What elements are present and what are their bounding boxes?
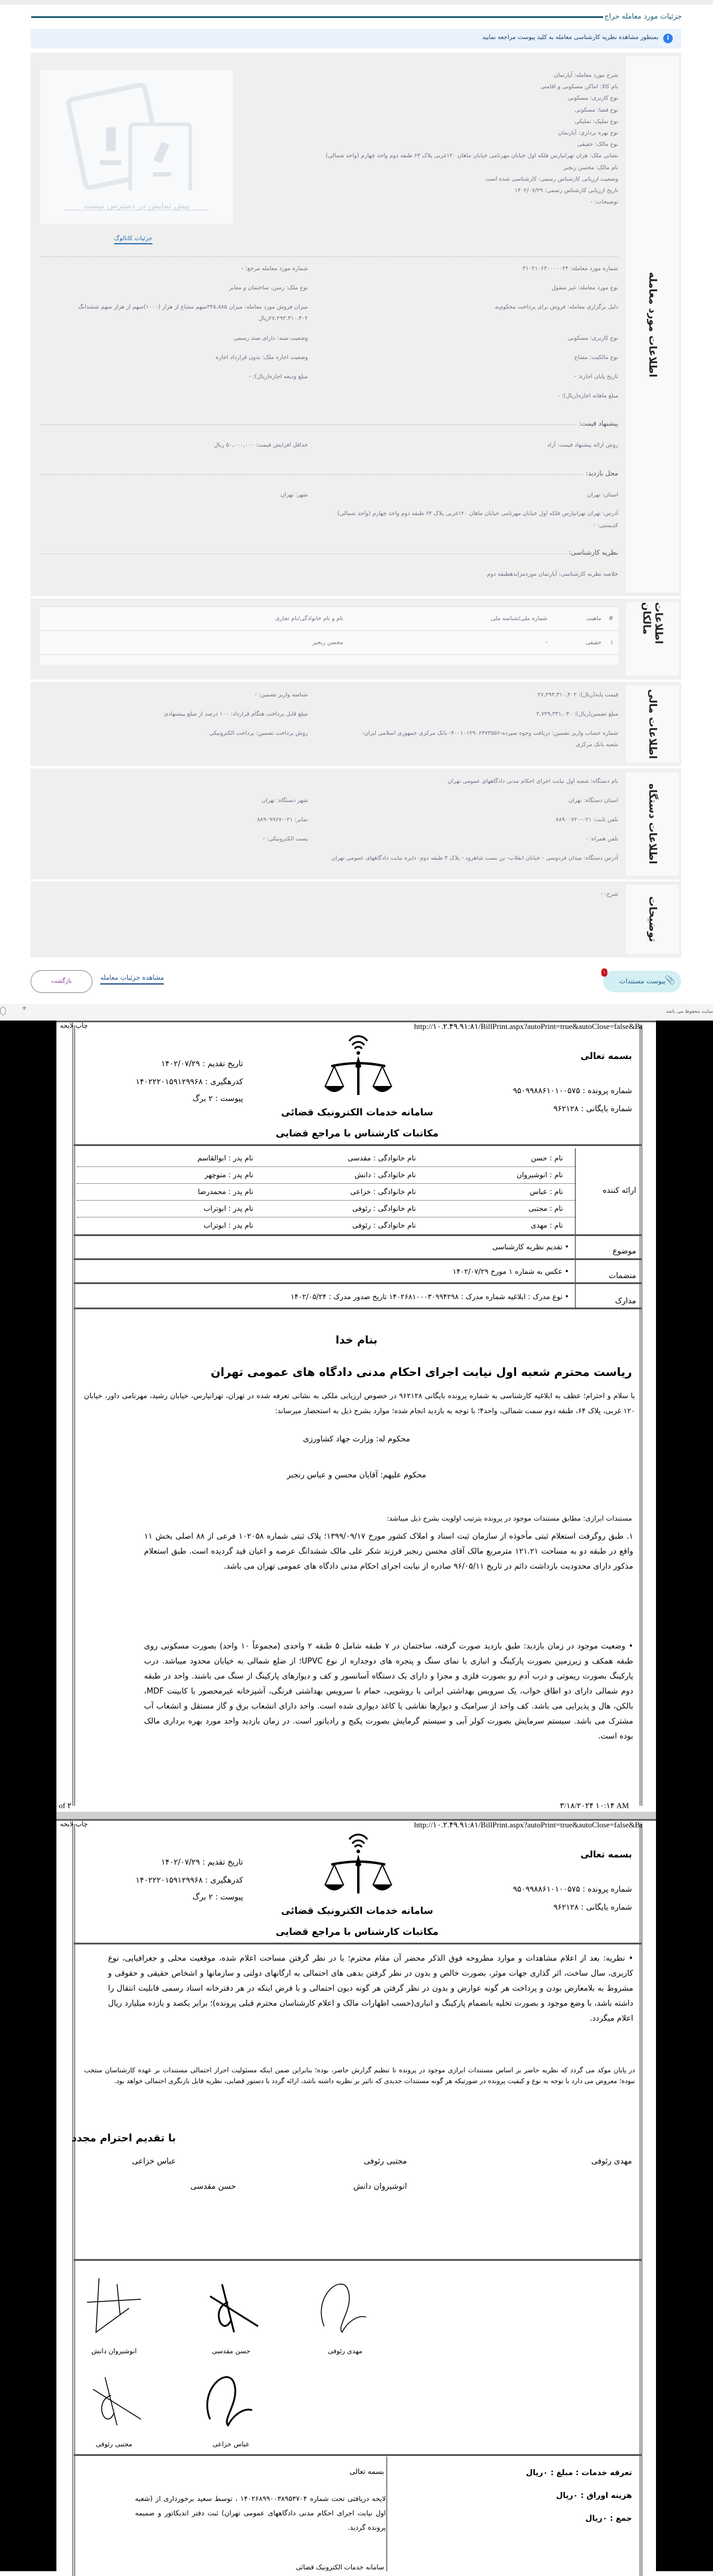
signer-name: مهدی رئوفی	[591, 2157, 632, 2166]
subject-label: موضوع	[612, 1247, 636, 1256]
device-mobile: تلفن همراه: -	[586, 836, 618, 842]
page-title: جزئیات مورد معامله حراج	[604, 12, 682, 20]
provider-family: نام خانوادگی : دانش	[354, 1171, 416, 1179]
signer-name: عباس خزاعی	[131, 2157, 176, 2166]
detail-field: شماره مورد معامله: ۳۱۰۲۱۰۶۳۰۰۰۰۰۴۴	[522, 265, 618, 272]
detail-field: میزان فروش مورد معامله: میزان ۳۴۵.۸۸۵سهم مشاع از هزار (۱۰۰۰)سهم از هزار سهم ششدانگ	[78, 304, 308, 310]
table-header	[40, 607, 618, 631]
detail-field: نوع کاربری: مسکونی	[567, 335, 618, 342]
summary-field: نوع کاربری: مسکونی	[567, 95, 618, 102]
attachment-count: پیوست : ۲ برگ	[192, 1893, 243, 1902]
column-divider	[575, 1148, 576, 1309]
detail-field: مبلغ ماهانه اجاره(ریال): -	[558, 393, 618, 399]
document-subtitle: مکاتبات کارشناس با مراجع قضایی	[275, 1127, 439, 1139]
signature-label: انوشیروان دانش	[91, 2347, 137, 2355]
summary-field: نوع بهره برداری: آپارتمان	[558, 130, 618, 136]
provider-label: ارائه کننده	[603, 1186, 636, 1195]
visit-heading: محل بازدید:	[583, 469, 618, 477]
summary-field: توضیحات: -	[590, 199, 618, 206]
system-title: سامانه خدمات الکترونیک قضائی	[281, 1106, 433, 1118]
auction-gavel-icon	[40, 70, 233, 190]
device-email: پست الکترونیکی: -	[262, 836, 308, 842]
disclaimer: در پایان موکد می گردد که نظریه حاضر بر اساس مستندات ابرازی موجود در پرونده تا تنظیم گزارش حاضر، بوده؛ بنابراین ضمن اینکه مسئولیت احراز احتمالی مستندات بر عهده کارشناسان منتخب نبوده؛ معروض می دارد با توجه به نوع و کیفیت پرونده در صورتیکه هر گونه مستندات جدیدی که تاثیر بر نظریه داشته باشد، ارائه گردد با دستور قضایی، نظریه قابل بازنگری احتمالی خواهد بود.	[84, 2066, 635, 2085]
col-index: #	[606, 607, 618, 631]
summary-field: نوع تملیک: تملیکی	[574, 118, 618, 125]
col-national-id: شماره ملی/شناسه ملی	[348, 607, 552, 631]
document-subtitle: مکاتبات کارشناس با مراجع قضایی	[275, 1926, 439, 1937]
separator	[40, 256, 618, 257]
fee-line: تعرفه خدمات : مبلغ : ۰ریال	[526, 2469, 632, 2478]
detail-field: نوع مورد معامله: غیر منقول	[552, 285, 618, 291]
separator	[40, 474, 618, 475]
guarantee-account: شماره حساب واریز تضمین: دریافت وجوه سپرده-۴۰۰۱۰۱۲۹۰۶۳۷۳۵۵۶- بانک مرکزی جمهوری اسلامی ایران-	[362, 730, 618, 737]
guarantee-amount: مبلغ تضمین(ریال): ۲,۷۲۹,۳۳۱,۰۴۰	[536, 711, 618, 717]
back-button[interactable]: بازگشت	[31, 970, 92, 993]
section-title: اطلاعات مالکان	[640, 602, 664, 644]
dotted-divider	[77, 1166, 575, 1167]
device-phone: تلفن ثابت: ۰۲۱-۸۸۹۰۰۷۲۰	[555, 816, 618, 823]
signature-abbas-khazaei	[198, 2365, 264, 2434]
info-icon: i	[663, 34, 673, 43]
archive-number: شماره بایگانی : ۹۶۲۱۲۸	[553, 1903, 632, 1912]
status-item: • وضعیت موجود در زمان بازدید: طبق بازدید صورت گرفته، ساختمان در ۷ طبقه شامل ۵ طبقه ۲ واحدی (مجموعاً ۱۰ واحد) بصورت مسکونی روی طبقه همکف و زیرزمین بصورت پارکینگ و انباری با نمای سنگ و پنجره های دوجداره از نوع UPVC؛ از ضلع شمالی به خیابان محدود میباشد. درب پارکینگ بصورت ریموتی و درب آدم رو بصورت فلزی و مجزا و دارای یک دستگاه آسانسور و کف و دیوارهای پارکینگ از سنگ می باشند. واحد در طبقه دوم شمالی دارای دو اطاق خواب، یک سرویس بهداشتی ایرانی با روشویی، حمام با سرویس بهداشتی فرنگی، آشپزخانه غیرمحصور با کابینت MDF، بالکن، هال و پذیرایی می باشد. کف واحد از سرامیک و دیوارها نقاشی یا کاغذ دیواری شده است. واحد دارای انشعاب برق و گاز مستقل و انشعاب آب مشترک می باشد. سیستم سرمایش بصورت کولر آبی و سیستم گرمایش بصورت پکیج و رادیاتور است. در زمان بازدید واحد مورد بهره برداری مالک بوده است.	[144, 1642, 634, 1741]
provider-father: نام پدر : ابوتراب	[203, 1221, 253, 1229]
province: استان: تهران	[587, 492, 618, 498]
guarantee-account-branch: شعبه بانک مرکزی	[576, 741, 618, 748]
summary-field: وضعیت ارزیابی کارشناس رسمی: کارشناسی شده است	[485, 175, 618, 182]
provider-name: نام : مجتبی	[528, 1204, 563, 1213]
signer-name: حسن مقدسی	[190, 2182, 236, 2191]
summary-field: نام کالا: اماکن مسکونی و اقامتی	[540, 83, 618, 91]
col-name: نام و نام خانوادگی/نام تجاری	[40, 607, 348, 631]
device-province: استان دستگاه: تهران	[568, 797, 618, 804]
god-heading: بنام خدا	[335, 1334, 378, 1347]
document-url: http://۱۰.۲.۴۹.۹۱:۸۱/BillPrint.aspx?autoPrint=true&autoClose=false&Bi	[414, 1022, 643, 1031]
attachments-count-badge: ۱	[601, 968, 607, 977]
page-border	[640, 1025, 642, 1806]
attachments-label: منضمات	[609, 1271, 636, 1280]
signer-name: مجتبی رئوفی	[364, 2157, 407, 2166]
price-min-increase: حداقل افزایش قیمت: ۵۰,۰۰۰,۰۰۰ ریال	[214, 442, 308, 448]
alert-text: بمنظور مشاهده نظریه کارشناسی معامله به کلید پیوست مراجعه نمایید	[482, 34, 658, 41]
cell-index: ۱	[606, 631, 618, 655]
cell-national-id: -	[348, 631, 552, 655]
print-label: چاپ لایحه	[60, 1820, 88, 1828]
device-address: آدرس دستگاه: میدان فردوسی - خیابان انقلاب- بن بست شاهرود - پلاک ۴ طبقه دوم- دایره نیابت دادگاههای عمومی تهران	[331, 855, 618, 861]
documents-label: مدارک	[615, 1297, 636, 1306]
base-price: قیمت پایه(ریال): ۲۷,۲۹۳,۳۱۰,۴۰۲	[537, 692, 618, 698]
section-description	[31, 881, 681, 958]
page-border	[640, 1824, 642, 2576]
tracking-code: کدرهگیری : ۱۴۰۲۲۲۰۱۵۹۱۲۹۹۶۸	[136, 1876, 243, 1885]
description-text: شرح: -	[601, 891, 618, 897]
cell-type: حقیقی	[552, 631, 606, 655]
provider-father: نام پدر : محمدرضا	[197, 1187, 253, 1196]
divider	[74, 1308, 642, 1309]
provider-family: نام خانوادگی : رئوفی	[352, 1204, 416, 1213]
attachments-button[interactable]	[603, 971, 681, 992]
registry-item: ۱. طبق روگرفت استعلام ثبتی مأخوذه از سازمان ثبت اسناد و املاک کشور مورخ ۱۳۹۹/۰۹/۱۷؛ پلاک ثبتی شماره ۱۰۲۰۵۸ فرعی از ۸۸ اصلی بخش ۱۱ واقع در طبقه دو به مساحت ۱۲۱.۲۱ مترمربع مالک آقای محسن رنجبر فرزند شکر علی مالک ششدانگ عرصه و اعیان قید گردیده است. طبق استعلام مذکور دارای محدودیت بازداشت دائم در تاریخ ۹۶/۰۵/۱۱ صادره از نیابت اجرای احکام مدنی دادگاه های عمومی تهران می باشد.	[144, 1532, 633, 1571]
signature-label: حسن مقدسی	[211, 2347, 251, 2355]
preview-unavailable: پیش نمایش در دسترس نیست	[83, 201, 190, 211]
receipt-footer: سامانه خدمات الکترونیک قضائی	[295, 2563, 384, 2571]
plaintiff: محکوم له: وزارت جهاد کشاورزی	[302, 1435, 411, 1444]
dotted-divider	[77, 1200, 575, 1201]
provider-father: نام پدر : ابوتراب	[203, 1204, 253, 1213]
section-device	[31, 768, 681, 879]
paperclip-icon: 📎	[664, 976, 675, 985]
title-underline	[31, 16, 603, 18]
detail-field: وضعیت سند: دارای سند رسمی	[233, 335, 308, 342]
attachments-value: • عکس به شماره ۱ مورخ ۱۴۰۲/۰۷/۲۹	[453, 1267, 569, 1276]
section-tab	[626, 686, 679, 762]
signature-hasan-moghaddasi	[198, 2272, 264, 2341]
divider	[74, 1258, 642, 1260]
top-strip	[0, 0, 713, 5]
section-title: اطلاعات مورد معامله	[646, 271, 658, 378]
bismillah: بسمه تعالی	[580, 1051, 632, 1061]
divider	[74, 1144, 642, 1146]
page-break	[56, 1812, 656, 1819]
attachment-count: پیوست : ۲ برگ	[192, 1094, 243, 1103]
fee-line: هزینه اوراق : ۰ریال	[556, 2491, 632, 2500]
detail-field: وضعیت اجاره ملک: بدون قرارداد اجاره	[215, 354, 308, 361]
scales-of-justice-icon	[322, 1029, 394, 1102]
col-type: ماهیت	[552, 607, 606, 631]
divider	[74, 1282, 642, 1284]
provider-family: نام خانوادگی : رئوفی	[352, 1221, 416, 1229]
separator	[40, 424, 618, 425]
section-tab	[626, 772, 679, 876]
guarantee-payment-method: روش پرداخت تضمین: پرداخت الکترونیکی	[209, 730, 308, 737]
page-number: of ۲	[59, 1801, 72, 1810]
summary-field: نام مالک: محسن رنجبر	[563, 164, 618, 171]
section-title: اطلاعات مالی	[646, 689, 658, 759]
document-url: http://۱۰.۲.۴۹.۹۱:۸۱/BillPrint.aspx?autoPrint=true&autoClose=false&Bi	[414, 1820, 643, 1829]
section-tab	[626, 602, 679, 676]
detail-field: دلیل برگزاری معامله: فروش برای پرداخت محکوم‌به	[495, 304, 618, 310]
system-title: سامانه خدمات الکترونیک قضائی	[281, 1905, 433, 1916]
receipt-title: بسمه تعالی	[349, 2467, 384, 2476]
scan-background	[656, 1021, 713, 2571]
postal-code: کدپستی: -	[593, 522, 618, 529]
provider-father: نام پدر : ابوالقاسم	[197, 1154, 253, 1162]
device-city: شهر دستگاه: تهران	[262, 797, 308, 804]
scales-of-justice-icon	[322, 1827, 394, 1901]
file-number: شماره پرونده : ۹۵۰۹۹۸۸۶۱۰۱۰۰۵۷۵	[513, 1087, 632, 1096]
detail-field: شماره مورد معامله مرجع: -	[241, 265, 308, 272]
view-deal-details-link[interactable]: مشاهده جزئیات معامله	[100, 974, 164, 985]
footer-text: سایت محفوظ می باشد	[666, 1009, 713, 1014]
price-method: روش ارائه پیشنهاد قیمت: آزاد	[547, 442, 618, 448]
catalog-details-link[interactable]: جزئیات کاتالوگ	[114, 235, 152, 244]
section-tab	[626, 885, 679, 954]
address: آدرس: تهران تهرانپارس فلکه اول خیابان مهرنامی خیابان ماهان ۱۲۰غربی پلاک ۶۴ طبقه دوم واحد چهارم (واحد شمالی)	[337, 510, 618, 517]
signature-anoushirvan-danesh	[81, 2272, 147, 2341]
signer-name: انوشیروان دانش	[353, 2182, 407, 2191]
print-time: ۳/۱۸/۲۰۲۴ ۱۰:۱۴ AM	[559, 1801, 629, 1810]
subject-value: • تقدیم نظریه کارشناسی	[492, 1243, 569, 1251]
summary-field: نشانی ملک: هران تهرانپارس فلکه اول خیابان مهرنامی خیابان ماهان ۱۲۰غربی پلاک ۶۴ طبقه دوم واحد چهارم (واحد شمالی)	[325, 152, 618, 160]
scan-background	[0, 1021, 56, 2571]
submit-date: تاریخ تقدیم : ۱۴۰۲/۰۷/۲۹	[161, 1060, 243, 1069]
fee-line: جمع : ۰ریال	[585, 2514, 632, 2523]
provider-name: نام : عباس	[529, 1187, 563, 1196]
print-label: چاپ لایحه	[60, 1022, 88, 1030]
judiciary-scales-logo	[322, 1827, 394, 1901]
signature-label: مهدی رئوفی	[328, 2347, 363, 2355]
intro-paragraph: با سلام و احترام؛ عطف به ابلاغیه کارشناسی به شماره پرونده بایگانی ۹۶۲۱۲۸ در خصوص ارزیابی ملکی به نشانی تعرفه شده در تهران، تهرانپارس، خیابان رشید، مهرنامی داور، خیابان ۱۲۰ غربی، پلاک ۶۴، طبقه دوم سمت شمالی، واحد۴؛ با توجه به بازدید انجام شده؛ موارد بشرح ذیل به استحضار میرساند:	[84, 1392, 635, 1415]
table-row	[40, 631, 618, 655]
summary-field: تاریخ ارزیابی کارشناس رسمی: ۱۴۰۲/۰۷/۲۹	[514, 187, 618, 194]
device-name: نام دستگاه: شعبه اول نیابت اجرای احکام مدنی دادگاههای عمومی تهران	[447, 778, 618, 785]
bismillah: بسمه تعالی	[580, 1849, 632, 1860]
signature-label: مجتبی رئوفی	[95, 2440, 133, 2448]
defendants: محکوم علیهم: آقایان محسن و عباس رنجبر	[286, 1471, 427, 1480]
section-title: اطلاعات دستگاه	[646, 783, 658, 864]
provider-name: نام : حسن	[531, 1154, 563, 1162]
divider	[74, 1234, 642, 1236]
provider-family: نام خانوادگی : مقدسی	[347, 1154, 416, 1162]
detail-field: نوع ملک: زمین، ساختمان و معابر	[229, 285, 308, 291]
site-footer	[0, 1004, 713, 1021]
archive-number: شماره بایگانی : ۹۶۲۱۲۸	[553, 1105, 632, 1114]
signature-mehdi-raoufi	[312, 2272, 378, 2341]
table-spacer	[40, 655, 618, 665]
guarantee-deposit-id: شناسه واریز تضمین: -	[254, 692, 308, 698]
cell-name: محسن رنجبر	[40, 631, 348, 655]
documents-intro: مستندات ابرازی: مطابق مستندات موجود در پرونده بترتیب اولویت بشرح ذیل میباشد:	[387, 1514, 632, 1522]
divider	[74, 2259, 642, 2261]
provider-family: نام خانوادگی : خزاعی	[350, 1187, 416, 1196]
summary-field: نوع مالک: حقیقی	[577, 141, 618, 148]
page-border	[73, 1025, 75, 1806]
judiciary-scales-logo	[322, 1029, 394, 1102]
spacer-cell	[40, 655, 618, 665]
tracking-code: کدرهگیری : ۱۴۰۲۲۲۰۱۵۹۱۲۹۹۶۸	[136, 1078, 243, 1087]
opinion-paragraph: • نظریه: بعد از اعلام مشاهدات و موارد مطروحه فوق الذکر محضر آن مقام محترم؛ با در نظر گرفتن مساحت اعلام شده، موقعیت محلی و جغرافیایی، نوع کاربری، سال ساخت، اثر گذاری جهات موثر، بصورت خالص و بدون در نظر گرفتن بدهی های احتمالی به ارگانهای دولتی و سازمانها و اشخاص حقیقی و حقوقی و مشروط به بلامعارض بودن و پرداخت هر گونه عوارض و بدون در نظر گرفتن هر گونه دیون احتمالی و با فرض اینکه در هر دفترخانه اسناد رسمی قابلیت انتقال را داشته باشد، با وضع موجود و بصورت تخلیه بانضمام پارکینگ و انباری(حسب اظهارات مالک و اعلام کارشناسان محترم قبلی پرونده)؛ برابر یکصد و یازده میلیارد ریال اعلام میگردد.	[108, 1954, 633, 2023]
detail-field: نوع مالکیت: مشاع	[574, 354, 618, 361]
detail-field: تاریخ پایان اجاره: -	[574, 373, 618, 380]
signature-mojtaba-raoufi	[81, 2365, 147, 2434]
file-number: شماره پرونده : ۹۵۰۹۹۸۸۶۱۰۱۰۰۵۷۵	[513, 1885, 632, 1894]
detail-field: مبلغ ودیعه اجاره(ریال): -	[248, 373, 308, 380]
signature-label: عباس خزاعی	[212, 2440, 250, 2448]
documents-value: • نوع مدرک : ابلاغیه شماره مدرک : ۱۴۰۲۶۸۱۰۰۰۳۰۹۹۴۲۹۸ تاریخ صدور مدرک : ۱۴۰۲/۰۵/۲۴	[290, 1293, 569, 1301]
section-tab	[626, 56, 679, 593]
detail-field: ۲۷.۲۹۳.۳۱۰.۴۰۲ریال	[258, 315, 308, 322]
section-title: توضیحات	[646, 896, 658, 943]
receipt-text: لایحه دریافتی تحت شماره ۱۴۰۲۶۸۹۹۰۰۳۸۹۵۳۷۰۴ ، توسط سعید برخورداری از (شعبه اول نیابت اجرای احکام مدنی دادگاههای عمومی تهران) ثبت دفتر اندیکاتور و ضمیمه پرونده گردید.	[135, 2494, 387, 2532]
provider-name: نام : انوشیروان	[516, 1171, 563, 1179]
page-border	[73, 1824, 75, 2576]
provider-name: نام : مهدی	[531, 1221, 563, 1229]
expert-summary: خلاصه نظریه کارشناسی: آپارتمان موردمزایدهطبقه دوم	[487, 571, 618, 578]
addressee: ریاست محترم شعبه اول نیابت اجرای احکام مدنی دادگاه های عمومی تهران	[211, 1366, 632, 1379]
expert-heading: نظریه کارشناسی:	[567, 549, 619, 557]
attachments-label: پیوست مستندات	[619, 977, 666, 985]
emblem-icon: ⚜	[22, 1006, 27, 1012]
contract-payable: مبلغ قابل پرداخت هنگام قرارداد: ۱۰۰ درصد از مبلغ پیشنهادی	[163, 711, 308, 717]
dotted-divider	[77, 1183, 575, 1184]
logo-icon	[0, 1007, 6, 1015]
provider-father: نام پدر : منوچهر	[204, 1171, 253, 1179]
divider	[74, 1943, 642, 1944]
submit-date: تاریخ تقدیم : ۱۴۰۲/۰۷/۲۹	[161, 1858, 243, 1867]
summary-field: نوع فضا: مسکونی	[574, 106, 618, 113]
city: شهر: تهران	[280, 492, 308, 498]
divider	[74, 2454, 642, 2456]
price-heading: پیشنهاد قیمت:	[576, 420, 618, 427]
info-alert	[31, 29, 681, 49]
closing: با تقدیم احترام مجدد	[71, 2132, 176, 2144]
owners-table	[40, 606, 618, 665]
summary-field: شرح مورد معامله: آپارتمان	[553, 72, 618, 79]
device-fax: نمابر: ۰۲۱-۸۸۹۰۹۹۶۷	[257, 816, 308, 823]
